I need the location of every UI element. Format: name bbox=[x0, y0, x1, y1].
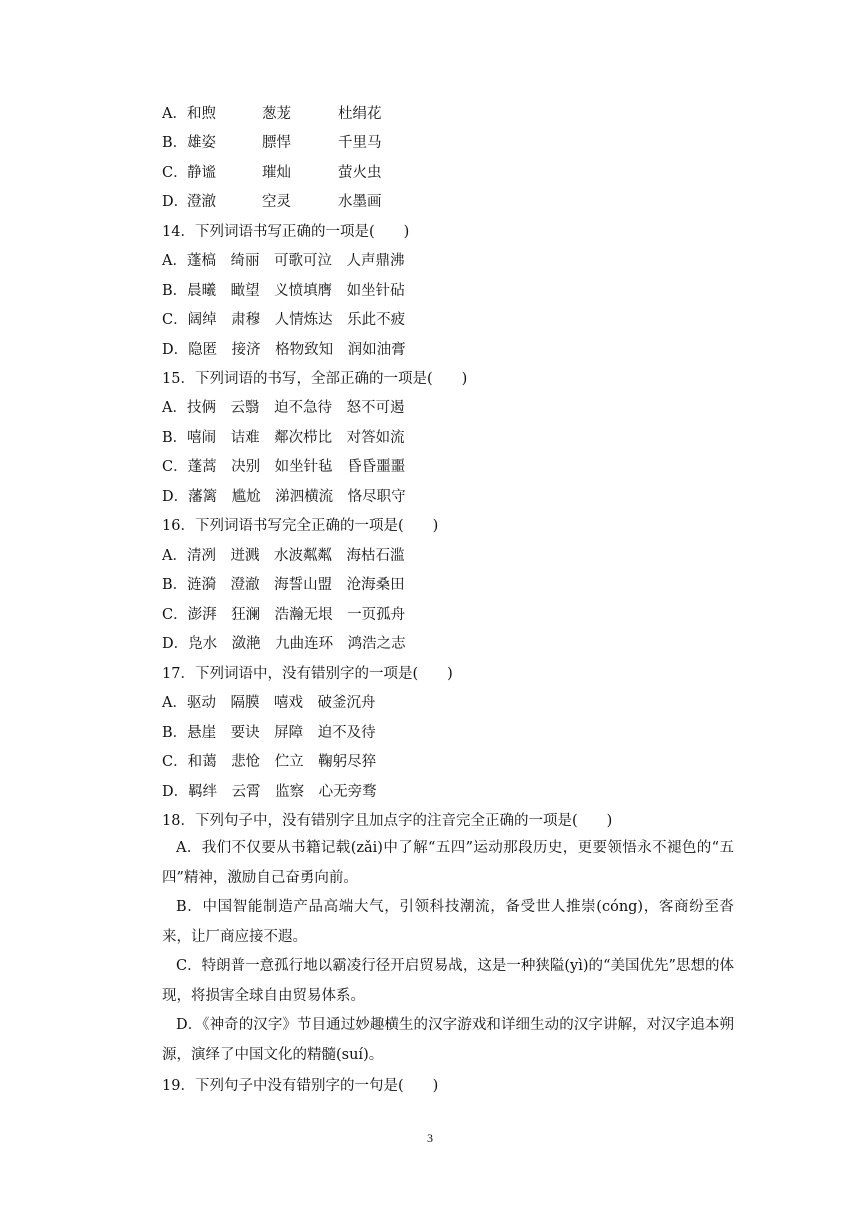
q13-word: 空灵 bbox=[262, 194, 291, 210]
q15-option-b: B．嘻闹 诘难 鄰次栉比 对答如流 bbox=[162, 430, 405, 446]
q15-stem: 15．下列词语的书写，全部正确的一项是( ) bbox=[162, 371, 468, 387]
q18-option-a: A．我们不仅要从书籍记载(zǎi)中了解“五四”运动那段历史，更要领悟永不褪色的“五四”精神，激励自己奋勇向前。 bbox=[162, 840, 734, 886]
q17-option-b: B．悬崖 要诀 屏障 迫不及待 bbox=[162, 725, 376, 741]
q13-word: 水墨画 bbox=[338, 194, 382, 210]
q13-word: 静谧 bbox=[187, 165, 216, 181]
q14-option-a: A．蓬槁 绮丽 可歌可泣 人声鼎沸 bbox=[162, 253, 405, 269]
page-number: 3 bbox=[427, 1131, 433, 1145]
q13-word: 雄姿 bbox=[187, 135, 216, 151]
q18-stem: 18．下列句子中，没有错别字且加点字的注音完全正确的一项是( ) bbox=[162, 813, 613, 829]
option-label: C． bbox=[162, 165, 188, 181]
q16-option-a: A．清冽 迸溅 水波粼粼 海枯石滥 bbox=[162, 548, 405, 564]
q16-option-d: D．凫水 潋滟 九曲连环 鸿浩之志 bbox=[162, 636, 406, 652]
option-label: B． bbox=[162, 135, 188, 151]
q13-word: 膘悍 bbox=[262, 135, 291, 151]
q14-option-d: D．隐匿 接济 格物致知 润如油膏 bbox=[162, 342, 406, 358]
q15-option-c: C．蓬蒿 决别 如坐针毡 昏昏噩噩 bbox=[162, 459, 406, 475]
q13-word: 葱茏 bbox=[262, 106, 291, 122]
q16-option-c: C．澎湃 狂澜 浩瀚无垠 一页孤舟 bbox=[162, 607, 406, 623]
q16-option-b: B．涟漪 澄澈 海誓山盟 沧海桑田 bbox=[162, 577, 405, 593]
q17-option-c: C．和蔼 悲怆 伫立 鞠躬尽猝 bbox=[162, 754, 377, 770]
option-label: A． bbox=[162, 106, 187, 122]
q18-option-b: B．中国智能制造产品高端大气，引领科技潮流，备受世人推崇(cóng)，客商纷至沓来，让厂商应接不遐。 bbox=[162, 899, 734, 945]
q15-option-a: A．技俩 云翳 迫不急待 怒不可遏 bbox=[162, 400, 405, 416]
q17-option-d: D．羁绊 云霄 监察 心无旁骛 bbox=[162, 784, 377, 800]
q17-option-a: A．驱动 隔膜 嘻戏 破釜沉舟 bbox=[162, 695, 376, 711]
q13-word: 杜绢花 bbox=[338, 106, 382, 122]
q16-stem: 16．下列词语书写完全正确的一项是( ) bbox=[162, 518, 439, 534]
q17-stem: 17．下列词语中，没有错别字的一项是( ) bbox=[162, 666, 453, 682]
q13-word: 澄澈 bbox=[187, 194, 216, 210]
q14-option-c: C．阔绰 肃穆 人情炼达 乐此不疲 bbox=[162, 312, 406, 328]
q13-word: 璀灿 bbox=[262, 165, 291, 181]
q13-word: 和煦 bbox=[187, 106, 216, 122]
q14-stem: 14．下列词语书写正确的一项是( ) bbox=[162, 224, 410, 240]
q13-word: 萤火虫 bbox=[338, 165, 382, 181]
option-label: D． bbox=[162, 194, 189, 210]
q19-stem: 19．下列句子中没有错别字的一句是( ) bbox=[162, 1078, 439, 1094]
q18-option-d: D．《神奇的汉字》节目通过妙趣横生的汉字游戏和详细生动的汉字讲解，对汉字追本朔源，演绎了中国文化的精髓(suí)。 bbox=[162, 1017, 734, 1063]
q15-option-d: D．藩篱 尴尬 涕泗横流 恪尽职守 bbox=[162, 489, 406, 505]
q18-option-c: C．特朗普一意孤行地以霸凌行径开启贸易战，这是一种狭隘(yì)的“美国优先”思想的体现，将损害全球自由贸易体系。 bbox=[162, 958, 734, 1004]
q14-option-b: B．晨曦 瞰望 义愤填膺 如坐针砧 bbox=[162, 283, 405, 299]
q13-word: 千里马 bbox=[338, 135, 382, 151]
